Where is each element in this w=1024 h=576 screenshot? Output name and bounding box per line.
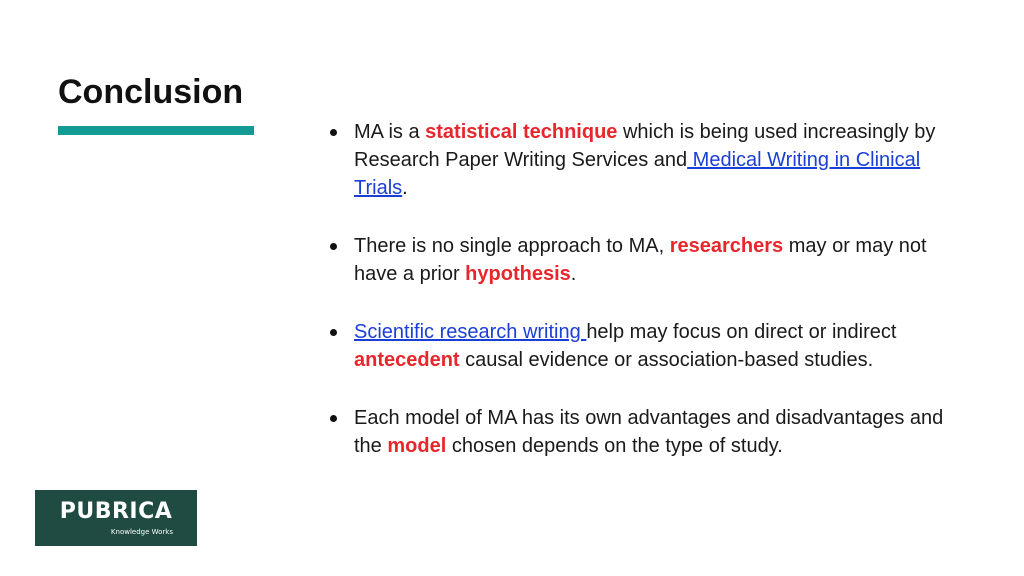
bullet-text: help may focus on direct or indirect bbox=[586, 321, 897, 343]
bullet-text: chosen depends on the type of study. bbox=[446, 435, 783, 457]
bullet-text: . bbox=[570, 263, 577, 285]
pubrica-logo bbox=[35, 490, 197, 546]
logo-wordmark: PUBRICA bbox=[59, 499, 173, 524]
bullet-text: MA is a bbox=[354, 121, 426, 143]
bullet-text: Each model of MA has its own advantages and disadvantages and the bbox=[354, 407, 944, 457]
title-accent-bar bbox=[58, 126, 254, 135]
highlight-term: statistical technique bbox=[425, 121, 618, 143]
bullet-text: . bbox=[402, 177, 408, 199]
slide-title: Conclusion bbox=[58, 73, 244, 111]
scientific-research-writing-link[interactable]: Scientific research writing bbox=[354, 321, 587, 343]
bullet-item bbox=[330, 404, 950, 460]
bullet-dot-icon bbox=[330, 243, 337, 250]
highlight-term: researchers bbox=[669, 235, 784, 257]
bullet-text: causal evidence or association-based studies. bbox=[459, 349, 874, 371]
conclusion-bullet-list bbox=[330, 118, 950, 460]
highlight-term: model bbox=[387, 435, 447, 457]
bullet-text: may or may not have a prior bbox=[354, 235, 927, 285]
bullet-text: which is being used increasingly by Research Paper Writing Services and bbox=[354, 121, 936, 171]
bullet-dot-icon bbox=[330, 329, 337, 336]
highlight-term: hypothesis bbox=[465, 263, 571, 285]
bullet-text: There is no single approach to MA, bbox=[354, 235, 670, 257]
bullet-item bbox=[330, 232, 950, 288]
logo-tagline: Knowledge Works bbox=[110, 528, 173, 536]
bullet-dot-icon bbox=[330, 129, 337, 136]
bullet-item bbox=[330, 118, 950, 202]
bullet-item bbox=[330, 318, 950, 374]
medical-writing-link[interactable]: Medical Writing in Clinical Trials bbox=[354, 149, 921, 199]
highlight-term: antecedent bbox=[354, 349, 460, 371]
bullet-dot-icon bbox=[330, 415, 337, 422]
